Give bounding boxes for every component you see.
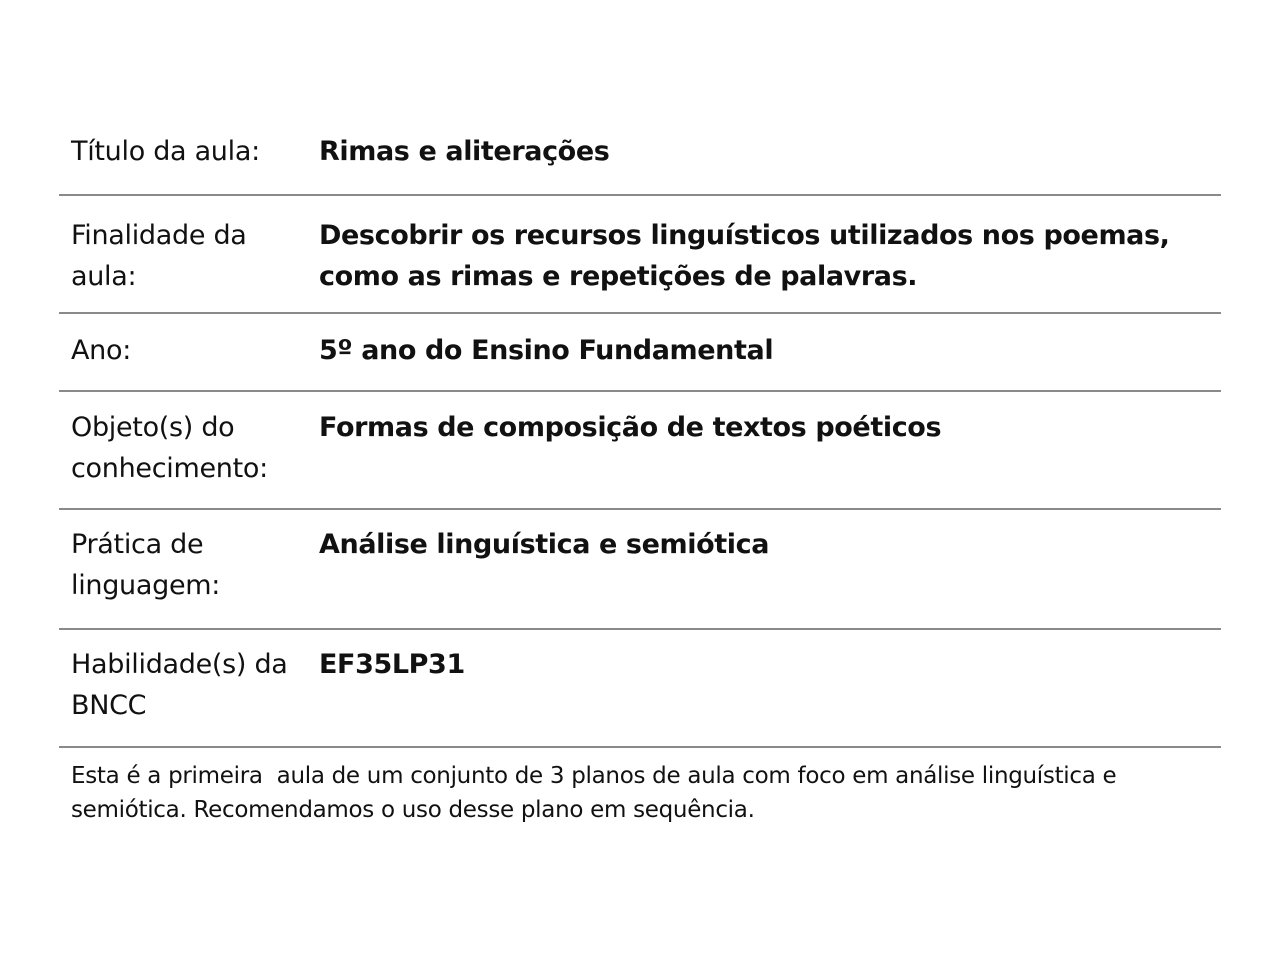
lesson-purpose-label: Finalidade da aula: (71, 220, 247, 292)
year-label: Ano: (71, 335, 131, 366)
knowledge-objects-label: Objeto(s) do conhecimento: (71, 412, 268, 484)
knowledge-objects-value: Formas de composição de textos poéticos (319, 412, 942, 443)
table-row-bncc-skills (59, 630, 1221, 748)
lesson-purpose-value: Descobrir os recursos linguísticos utilizados nos poemas, como as rimas e repetições de palavras. (319, 220, 1170, 292)
sequence-note: Esta é a primeira aula de um conjunto de 3 planos de aula com foco em análise linguística e semiótica. Recomendamos o uso desse plano em sequência. (71, 763, 1124, 823)
lesson-title-value: Rimas e aliterações (319, 136, 610, 167)
language-practice-value: Análise linguística e semiótica (319, 529, 770, 560)
language-practice-label: Prática de linguagem: (71, 529, 221, 601)
table-row-knowledge-objects (59, 392, 1221, 510)
table-row-year (59, 314, 1221, 392)
bncc-skills-label: Habilidade(s) da BNCC (71, 649, 288, 721)
table-row-language-practice (59, 510, 1221, 630)
lesson-title-label: Título da aula: (71, 136, 260, 167)
table-row-lesson-purpose (59, 196, 1221, 314)
year-value: 5º ano do Ensino Fundamental (319, 335, 774, 366)
lesson-info-table (59, 110, 1221, 827)
table-row-lesson-title (59, 110, 1221, 196)
bncc-skills-value: EF35LP31 (319, 649, 465, 680)
